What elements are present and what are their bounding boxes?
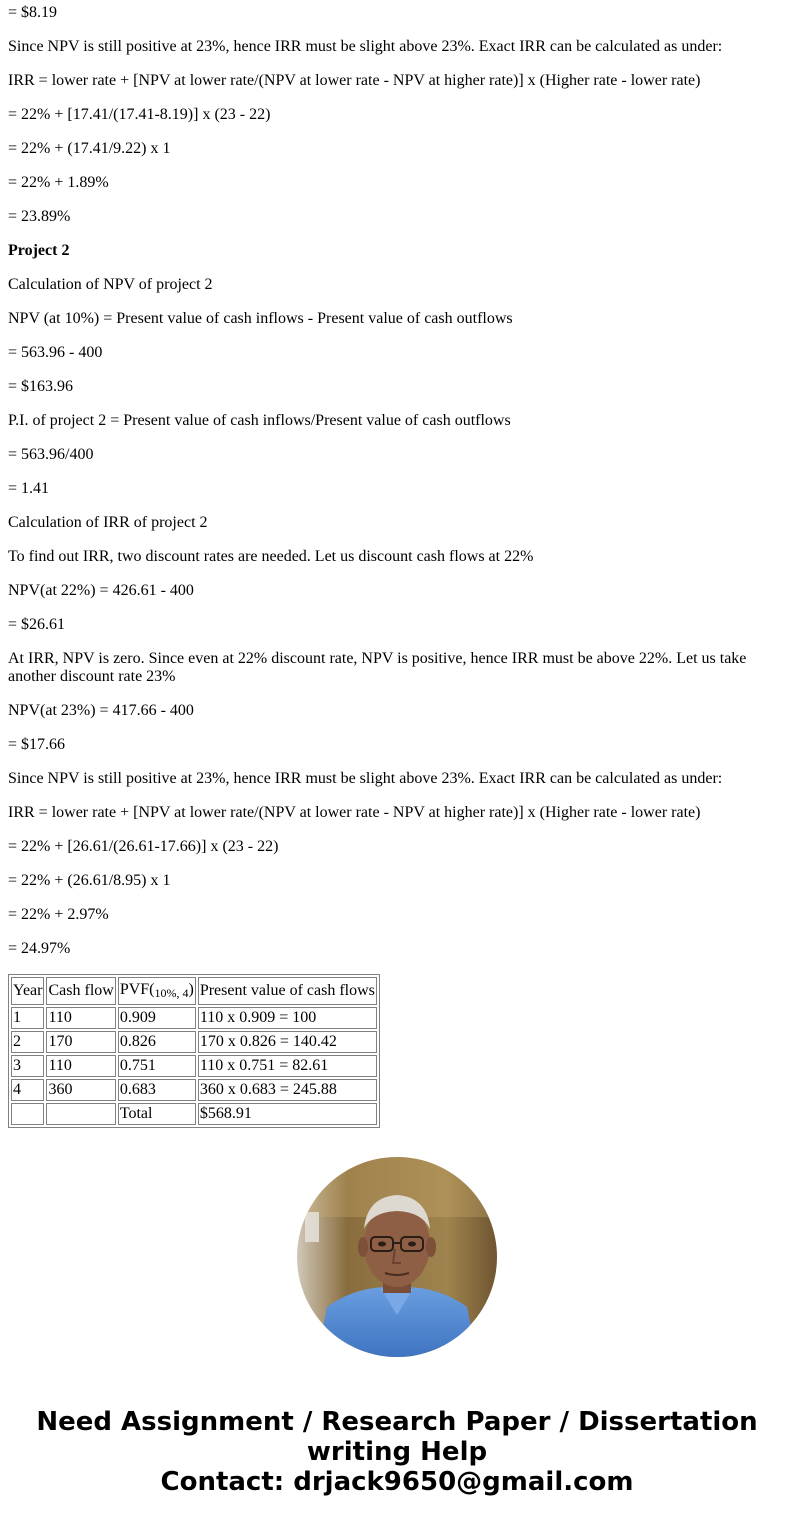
formula-line: = 22% + 1.89% <box>8 174 109 191</box>
cell-year: 3 <box>11 1055 44 1077</box>
cell-cash-flow: 110 <box>46 1055 115 1077</box>
section-heading: Project 2 <box>8 242 70 259</box>
formula-line: = 563.96/400 <box>8 446 94 463</box>
formula-line: NPV (at 10%) = Present value of cash inflows - Present value of cash outflows <box>8 310 513 327</box>
promo-contact-line: Contact: drjack9650@gmail.com <box>160 1467 634 1497</box>
table-row <box>11 1055 377 1077</box>
cell-cash-flow: 110 <box>46 1007 115 1029</box>
result-line: = 1.41 <box>8 480 50 497</box>
formula-line: = 22% + [26.61/(26.61-17.66)] x (23 - 22) <box>8 838 279 855</box>
text-line: Since NPV is still positive at 23%, hence IRR must be slight above 23%. Exact IRR can be calculated as under: <box>8 38 723 55</box>
formula-line: = 22% + (26.61/8.95) x 1 <box>8 872 171 889</box>
cell-year: 2 <box>11 1031 44 1053</box>
formula-line: P.I. of project 2 = Present value of cash inflows/Present value of cash outflows <box>8 412 511 429</box>
formula-line: IRR = lower rate + [NPV at lower rate/(NPV at lower rate - NPV at higher rate)] x (Higher rate - lower rate) <box>8 72 701 89</box>
person-photo-icon <box>297 1157 497 1357</box>
table-row <box>11 1007 377 1029</box>
cell-cash-flow: 360 <box>46 1079 115 1101</box>
cell-cash-flow <box>46 1103 115 1125</box>
cell-pvf: 0.683 <box>118 1079 196 1101</box>
avatar <box>297 1157 497 1357</box>
cell-cash-flow: 170 <box>46 1031 115 1053</box>
cell-present-value: 110 x 0.909 = 100 <box>198 1007 377 1029</box>
result-line: = $163.96 <box>8 378 74 395</box>
cell-pvf: 0.909 <box>118 1007 196 1029</box>
cell-year <box>11 1103 44 1125</box>
formula-line: = 22% + (17.41/9.22) x 1 <box>8 140 171 157</box>
text-line: To find out IRR, two discount rates are needed. Let us discount cash flows at 22% <box>8 548 534 565</box>
text-line: At IRR, NPV is zero. Since even at 22% discount rate, NPV is positive, hence IRR must be above 22%. Let us take another discount rate 23% <box>8 650 747 685</box>
promo-line-1: Need Assignment / Research Paper / Dissertation <box>36 1407 758 1437</box>
text-line: = $8.19 <box>8 4 58 21</box>
result-line: = $26.61 <box>8 616 66 633</box>
cell-pvf: 0.751 <box>118 1055 196 1077</box>
promo-banner <box>0 1407 794 1497</box>
text-line: Calculation of NPV of project 2 <box>8 276 213 293</box>
header-pvf <box>118 977 196 1005</box>
result-line: = 23.89% <box>8 208 71 225</box>
header-pvf-label: PVF( <box>119 980 155 998</box>
solution-document <box>0 4 794 1128</box>
cell-pvf: 0.826 <box>118 1031 196 1053</box>
table-row <box>11 1031 377 1053</box>
cell-year: 1 <box>11 1007 44 1029</box>
cell-present-value: 170 x 0.826 = 140.42 <box>198 1031 377 1053</box>
formula-line: = 22% + 2.97% <box>8 906 109 923</box>
result-line: = $17.66 <box>8 736 66 753</box>
text-line: Since NPV is still positive at 23%, hence IRR must be slight above 23%. Exact IRR can be calculated as under: <box>8 770 723 787</box>
formula-line: IRR = lower rate + [NPV at lower rate/(NPV at lower rate - NPV at higher rate)] x (Higher rate - lower rate) <box>8 804 701 821</box>
header-pvf-close: ) <box>188 980 194 998</box>
promo-line-2: writing Help <box>306 1437 488 1467</box>
solution-lines <box>8 4 786 958</box>
header-year: Year <box>11 977 44 1005</box>
cell-present-value: 110 x 0.751 = 82.61 <box>198 1055 377 1077</box>
text-line: Calculation of IRR of project 2 <box>8 514 208 531</box>
cell-year: 4 <box>11 1079 44 1101</box>
result-line: = 24.97% <box>8 940 71 957</box>
cell-total-value: $568.91 <box>198 1103 377 1125</box>
table-header-row <box>11 977 377 1005</box>
table-row <box>11 1079 377 1101</box>
formula-line: NPV(at 22%) = 426.61 - 400 <box>8 582 194 599</box>
header-cash-flow: Cash flow <box>46 977 115 1005</box>
cell-present-value: 360 x 0.683 = 245.88 <box>198 1079 377 1101</box>
cell-total-label: Total <box>118 1103 196 1125</box>
formula-line: NPV(at 23%) = 417.66 - 400 <box>8 702 194 719</box>
header-pvf-subscript: 10%, 4 <box>154 985 189 1000</box>
formula-line: = 22% + [17.41/(17.41-8.19)] x (23 - 22) <box>8 106 271 123</box>
present-value-table <box>8 974 380 1128</box>
header-present-value: Present value of cash flows <box>198 977 377 1005</box>
formula-line: = 563.96 - 400 <box>8 344 103 361</box>
table-total-row <box>11 1103 377 1125</box>
